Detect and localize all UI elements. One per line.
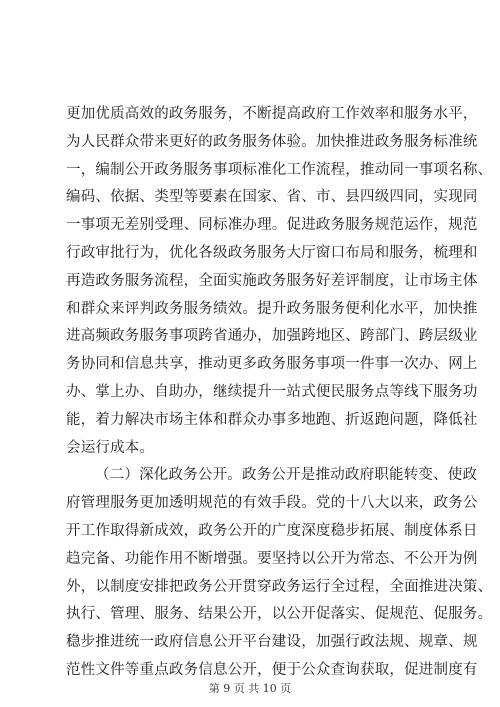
body-text xyxy=(66,101,493,685)
text-line: 进高频政务服务事项跨省通办，加强跨地区、跨部门、跨层级业 xyxy=(66,328,478,345)
text-line: 开工作取得新成效，政务公开的广度深度稳步拓展、制度体系日 xyxy=(66,522,478,539)
text-line: 办、掌上办、自助办，继续提升一站式便民服务点等线下服务功 xyxy=(66,383,478,400)
text-line: 范性文件等重点政务信息公开，便于公众查询获取，促进制度有 xyxy=(66,661,478,678)
text-line: 趋完备、功能作用不断增强。要坚持以公开为常态、不公开为例 xyxy=(66,550,478,567)
text-line: 外，以制度安排把政务公开贯穿政务运行全过程，全面推进决策、 xyxy=(66,578,493,595)
text-line: 再造政务服务流程，全面实施政务服务好差评制度，让市场主体 xyxy=(66,272,478,289)
text-line: 更加优质高效的政务服务，不断提高政府工作效率和服务水平， xyxy=(66,106,478,122)
text-line: 一事项无差别受理、同标准办理。促进政务服务规范运作，规范 xyxy=(66,217,478,234)
text-line: 府管理服务更加透明规范的有效手段。党的十八大以来，政务公 xyxy=(66,495,478,512)
text-line: 会运行成本。 xyxy=(66,439,155,456)
text-line: 和群众来评判政务服务绩效。提升政务服务便利化水平，加快推 xyxy=(66,300,478,317)
text-line: 执行、管理、服务、结果公开，以公开促落实、促规范、促服务。 xyxy=(66,606,493,623)
text-line: 为人民群众带来更好的政务服务体验。加快推进政务服务标准统 xyxy=(66,133,478,150)
text-line: 一，编制公开政务服务事项标准化工作流程，推动同一事项名称、 xyxy=(66,161,493,178)
text-line: 能，着力解决市场主体和群众办事多地跑、折返跑问题，降低社 xyxy=(66,411,478,428)
section-heading-line: （二）深化政务公开。政务公开是推动政府职能转变、使政 xyxy=(95,467,478,484)
text-line: 行政审批行为，优化各级政务服务大厅窗口布局和服务，梳理和 xyxy=(66,244,478,261)
text-line: 务协同和信息共享，推动更多政务服务事项一件事一次办、网上 xyxy=(66,356,478,373)
page-number-footer: 第 9 页 共 10 页 xyxy=(208,682,292,695)
text-line: 编码、依据、类型等要素在国家、省、市、县四级四同，实现同 xyxy=(66,189,478,206)
text-line: 稳步推进统一政府信息公开平台建设，加强行政法规、规章、规 xyxy=(66,634,478,651)
